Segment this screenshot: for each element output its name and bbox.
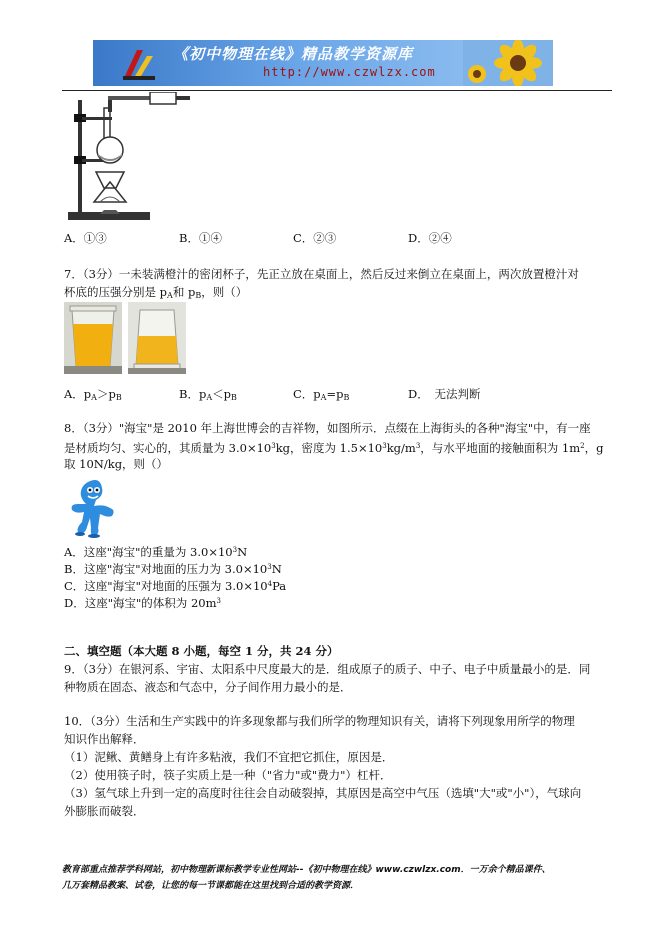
q8-stem-line1: 8．（3分）"海宝"是 2010 年上海世博会的吉祥物，如图所示．点缀在上海街头的各种"海宝"中，有一座 [64, 421, 591, 435]
haibao-mascot-image [64, 478, 122, 538]
banner-title: 《初中物理在线》精品教学资源库 [173, 45, 414, 63]
q8-stem-line3: 取 10N/kg，则（） [64, 457, 169, 471]
q10-item3-cont: 外膨胀而破裂． [64, 804, 145, 818]
header-banner [93, 40, 553, 86]
cup-upright-photo [64, 302, 122, 374]
q8-option-d[interactable]: D．这座"海宝"的体积为 $20m^3$ [64, 596, 221, 610]
q6-option-a[interactable]: A．①③ [64, 231, 107, 245]
q8-option-a[interactable]: A．这座"海宝"的重量为 $3.0\times 10^3N$ [64, 545, 248, 559]
q8-stem-line2: 是材质均匀、实心的，其质量为 $3.0\times 10^3kg$，密度为 $1.5\times 10^3kg/m^3$，与水平地面的接触面积为 $1m^2$，g [64, 441, 604, 455]
q8-option-c[interactable]: C．这座"海宝"对地面的压强为 $3.0\times 10^4Pa$ [64, 579, 287, 593]
q10-item3: （3）氢气球上升到一定的高度时往往会自动破裂掉，其原因是高空中气压（选填"大"或"小"），气球向 [64, 786, 582, 800]
q7-stem-line2: 杯底的压强分别是 $p_A$和 $p_B$，则（） [64, 285, 248, 300]
footer-line1: 教育部重点推荐学科网站，初中物理新课标教学专业性网站--《初中物理在线》www.czwlzx.com．一万余个精品课件、 [62, 865, 551, 875]
q7-option-a[interactable]: A．$p_A>p_B$ [64, 387, 122, 402]
q7-stem-line1: 7．（3分）一未装满橙汁的密闭杯子，先正立放在桌面上，然后反过来倒立在桌面上，两次放置橙汁对 [64, 267, 579, 281]
page-footer [62, 862, 622, 894]
flask-apparatus-figure [64, 92, 199, 222]
q6-option-c[interactable]: C．②③ [293, 231, 337, 245]
q7-option-d[interactable]: D． 无法判断 [408, 387, 481, 401]
q10-item2: （2）使用筷子时，筷子实质上是一种（"省力"或"费力"）杠杆． [64, 768, 392, 782]
q6-option-b[interactable]: B．①④ [179, 231, 222, 245]
q10-item1: （1）泥鳅、黄鳝身上有许多粘液，我们不宜把它抓住，原因是． [64, 750, 394, 764]
q10-stem-line2: 知识作出解释． [64, 732, 145, 746]
site-logo-icon [119, 46, 159, 82]
q10-stem-line1: 10．（3分）生活和生产实践中的许多现象都与我们所学的物理知识有关，请将下列现象用所学的物理 [64, 714, 575, 728]
q9-stem-line2: 种物质在固态、液态和气态中，分子间作用力最小的是． [64, 680, 352, 694]
header-rule [62, 90, 612, 91]
q9-stem-line1: 9．（3分）在银河系、宇宙、太阳系中尺度最大的是．组成原子的质子、中子、电子中质量最小的是．同 [64, 662, 591, 676]
q6-option-d[interactable]: D．②④ [408, 231, 452, 245]
sunflower-icon [463, 40, 553, 86]
q7-option-b[interactable]: B．$p_A<p_B$ [179, 387, 237, 402]
cup-inverted-photo [128, 302, 186, 374]
q8-option-b[interactable]: B．这座"海宝"对地面的压力为 $3.0\times 10^3N$ [64, 562, 282, 576]
banner-url: http://www.czwlzx.com [263, 65, 436, 79]
footer-line2: 几万套精品教案、试卷，让您的每一节课都能在这里找到合适的教学资源． [62, 881, 360, 891]
q7-option-c[interactable]: C．$p_A=p_B$ [293, 387, 350, 402]
section2-heading: 二、填空题（本大题 8 小题，每空 1 分，共 24 分） [64, 644, 339, 658]
